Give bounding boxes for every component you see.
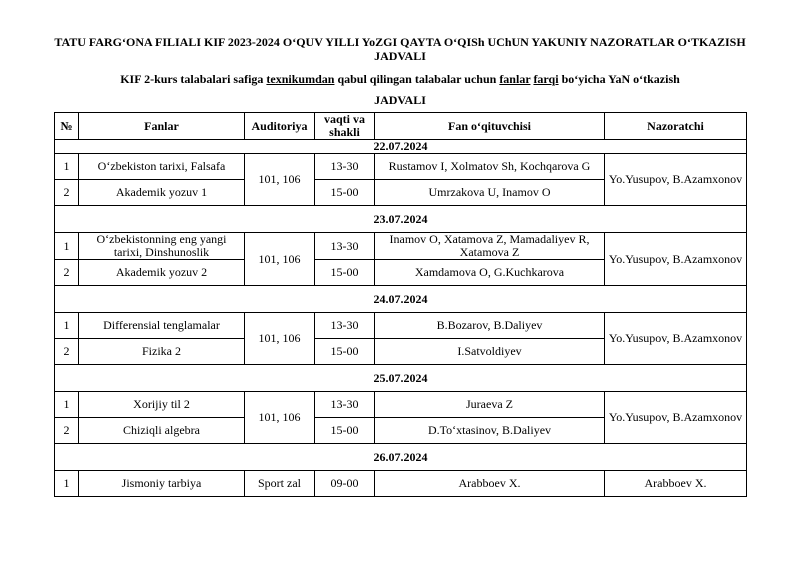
- room-cell: Sport zal: [245, 471, 315, 497]
- subject-cell: Chiziqli algebra: [79, 418, 245, 444]
- teacher-cell: Xamdamova O, G.Kuchkarova: [375, 260, 605, 286]
- time-cell: 15-00: [315, 180, 375, 206]
- col-header-time: vaqti va shakli: [315, 113, 375, 140]
- time-cell: 13-30: [315, 154, 375, 180]
- supervisor-cell: Yo.Yusupov, B.Azamxonov: [605, 233, 747, 286]
- row-number: 2: [55, 339, 79, 365]
- time-cell: 15-00: [315, 339, 375, 365]
- supervisor-cell: Arabboev X.: [605, 471, 747, 497]
- table-row: [55, 233, 747, 260]
- row-number: 1: [55, 471, 79, 497]
- row-number: 1: [55, 154, 79, 180]
- time-cell: 09-00: [315, 471, 375, 497]
- col-header-no: №: [55, 113, 79, 140]
- title-line-1: TATU FARG‘ONA FILIALI KIF 2023-2024 O‘QUV YILLI YoZGI QAYTA O‘QISh UChUN YAKUNIY NAZORATLAR O‘TKAZISH: [54, 35, 746, 49]
- table-row: [55, 313, 747, 339]
- date-cell: 25.07.2024: [55, 365, 747, 392]
- row-number: 1: [55, 392, 79, 418]
- row-number: 2: [55, 418, 79, 444]
- col-header-supervisor: Nazoratchi: [605, 113, 747, 140]
- room-cell: 101, 106: [245, 313, 315, 365]
- document-title: [0, 35, 800, 63]
- date-cell: 26.07.2024: [55, 444, 747, 471]
- supervisor-cell: Yo.Yusupov, B.Azamxonov: [605, 154, 747, 206]
- teacher-cell: D.To‘xtasinov, B.Daliyev: [375, 418, 605, 444]
- time-cell: 13-30: [315, 233, 375, 260]
- supervisor-cell: Yo.Yusupov, B.Azamxonov: [605, 392, 747, 444]
- subject-cell: Fizika 2: [79, 339, 245, 365]
- teacher-cell: Rustamov I, Xolmatov Sh, Kochqarova G: [375, 154, 605, 180]
- date-row: [55, 444, 747, 471]
- document-subtitle-line-2: JADVALI: [374, 93, 426, 107]
- supervisor-cell: Yo.Yusupov, B.Azamxonov: [605, 313, 747, 365]
- date-row: [55, 140, 747, 154]
- table-row: [55, 154, 747, 180]
- exam-schedule-table: [54, 112, 747, 497]
- row-number: 2: [55, 260, 79, 286]
- teacher-cell: B.Bozarov, B.Daliyev: [375, 313, 605, 339]
- date-row: [55, 286, 747, 313]
- table-row: [55, 471, 747, 497]
- col-header-subject: Fanlar: [79, 113, 245, 140]
- col-header-teacher: Fan o‘qituvchisi: [375, 113, 605, 140]
- room-cell: 101, 106: [245, 154, 315, 206]
- subject-cell: Differensial tenglamalar: [79, 313, 245, 339]
- subject-cell: Akademik yozuv 1: [79, 180, 245, 206]
- teacher-cell: Inamov O, Xatamova Z, Mamadaliyev R, Xatamova Z: [375, 233, 605, 260]
- col-header-room: Auditoriya: [245, 113, 315, 140]
- date-row: [55, 365, 747, 392]
- teacher-cell: Umrzakova U, Inamov O: [375, 180, 605, 206]
- subject-cell: O‘zbekistonning eng yangi tarixi, Dinshunoslik: [79, 233, 245, 260]
- date-row: [55, 206, 747, 233]
- table-row: [55, 392, 747, 418]
- date-cell: 22.07.2024: [55, 140, 747, 154]
- header-row: [55, 113, 747, 140]
- teacher-cell: Arabboev X.: [375, 471, 605, 497]
- room-cell: 101, 106: [245, 233, 315, 286]
- subject-cell: Xorijiy til 2: [79, 392, 245, 418]
- row-number: 1: [55, 313, 79, 339]
- time-cell: 13-30: [315, 313, 375, 339]
- teacher-cell: Juraeva Z: [375, 392, 605, 418]
- row-number: 2: [55, 180, 79, 206]
- time-cell: 15-00: [315, 418, 375, 444]
- time-cell: 13-30: [315, 392, 375, 418]
- date-cell: 24.07.2024: [55, 286, 747, 313]
- teacher-cell: I.Satvoldiyev: [375, 339, 605, 365]
- date-cell: 23.07.2024: [55, 206, 747, 233]
- room-cell: 101, 106: [245, 392, 315, 444]
- document-subtitle: KIF 2-kurs talabalari safiga texnikumdan qabul qilingan talabalar uchun fanlar farqi bo‘yicha YaN o‘tkazish: [120, 72, 680, 86]
- subject-cell: O‘zbekiston tarixi, Falsafa: [79, 154, 245, 180]
- time-cell: 15-00: [315, 260, 375, 286]
- subject-cell: Akademik yozuv 2: [79, 260, 245, 286]
- title-line-2: JADVALI: [374, 49, 426, 63]
- subject-cell: Jismoniy tarbiya: [79, 471, 245, 497]
- row-number: 1: [55, 233, 79, 260]
